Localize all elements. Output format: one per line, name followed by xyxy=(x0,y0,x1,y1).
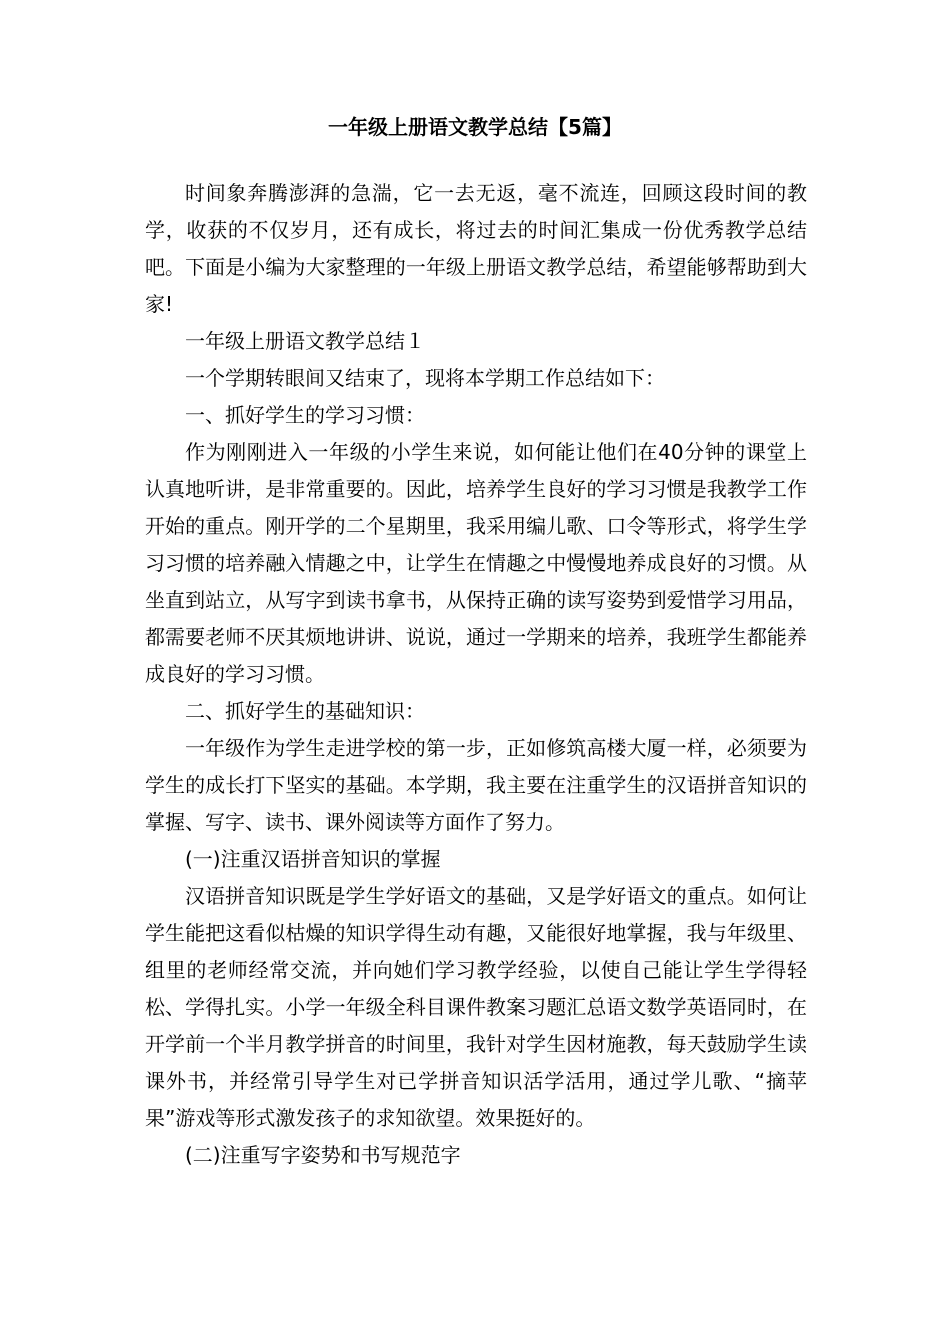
subsection-heading: 二、抓好学生的基础知识： xyxy=(185,699,425,723)
body-paragraph: 汉语拼音知识既是学生学好语文的基础，又是学好语文的重点。如何让学生能把这看似枯燥的知识学得生动有趣，又能很好地掌握，我与年级里、组里的老师经常交流，并向她们学习教学经验，以使自己能让学生学得轻松、学得扎实。小学一年级全科目课件教案习题汇总语文数学英语同时，在开学前一个半月教学拼音的时间里，我针对学生因材施教，每天鼓励学生读课外书，并经常引导学生对已学拼音知识活学活用，通过学儿歌、“摘苹果”游戏等形式激发孩子的求知欲望。效果挺好的。 xyxy=(145,884,807,1130)
subsection-heading: 一、抓好学生的学习习惯： xyxy=(185,403,425,427)
body-paragraph: 一年级作为学生走进学校的第一步，正如修筑高楼大厦一样，必须要为学生的成长打下坚实的基础。本学期，我主要在注重学生的汉语拼音知识的掌握、写字、读书、课外阅读等方面作了努力。 xyxy=(145,736,807,834)
subsection-heading: (二)注重写字姿势和书写规范字 xyxy=(185,1143,461,1167)
document-body xyxy=(145,175,807,1174)
subsection-heading: (一)注重汉语拼音知识的掌握 xyxy=(185,847,441,871)
document-title: 一年级上册语文教学总结【5篇】 xyxy=(328,115,622,139)
intro-paragraph: 时间象奔腾澎湃的急湍，它一去无返，毫不流连，回顾这段时间的教学，收获的不仅岁月，还有成长，将过去的时间汇集成一份优秀教学总结吧。下面是小编为大家整理的一年级上册语文教学总结，希望能够帮助到大家! xyxy=(145,181,807,316)
section-heading: 一年级上册语文教学总结１ xyxy=(185,329,425,353)
body-paragraph: 一个学期转眼间又结束了，现将本学期工作总结如下： xyxy=(185,366,665,390)
body-paragraph: 作为刚刚进入一年级的小学生来说，如何能让他们在40分钟的课堂上认真地听讲，是非常重要的。因此，培养学生良好的学习习惯是我教学工作开始的重点。刚开学的二个星期里，我采用编儿歌、口令等形式，将学生学习习惯的培养融入情趣之中，让学生在情趣之中慢慢地养成良好的习惯。从坐直到站立，从写字到读书拿书，从保持正确的读写姿势到爱惜学习用品，都需要老师不厌其烦地讲讲、说说，通过一学期来的培养，我班学生都能养成良好的学习习惯。 xyxy=(145,440,807,686)
